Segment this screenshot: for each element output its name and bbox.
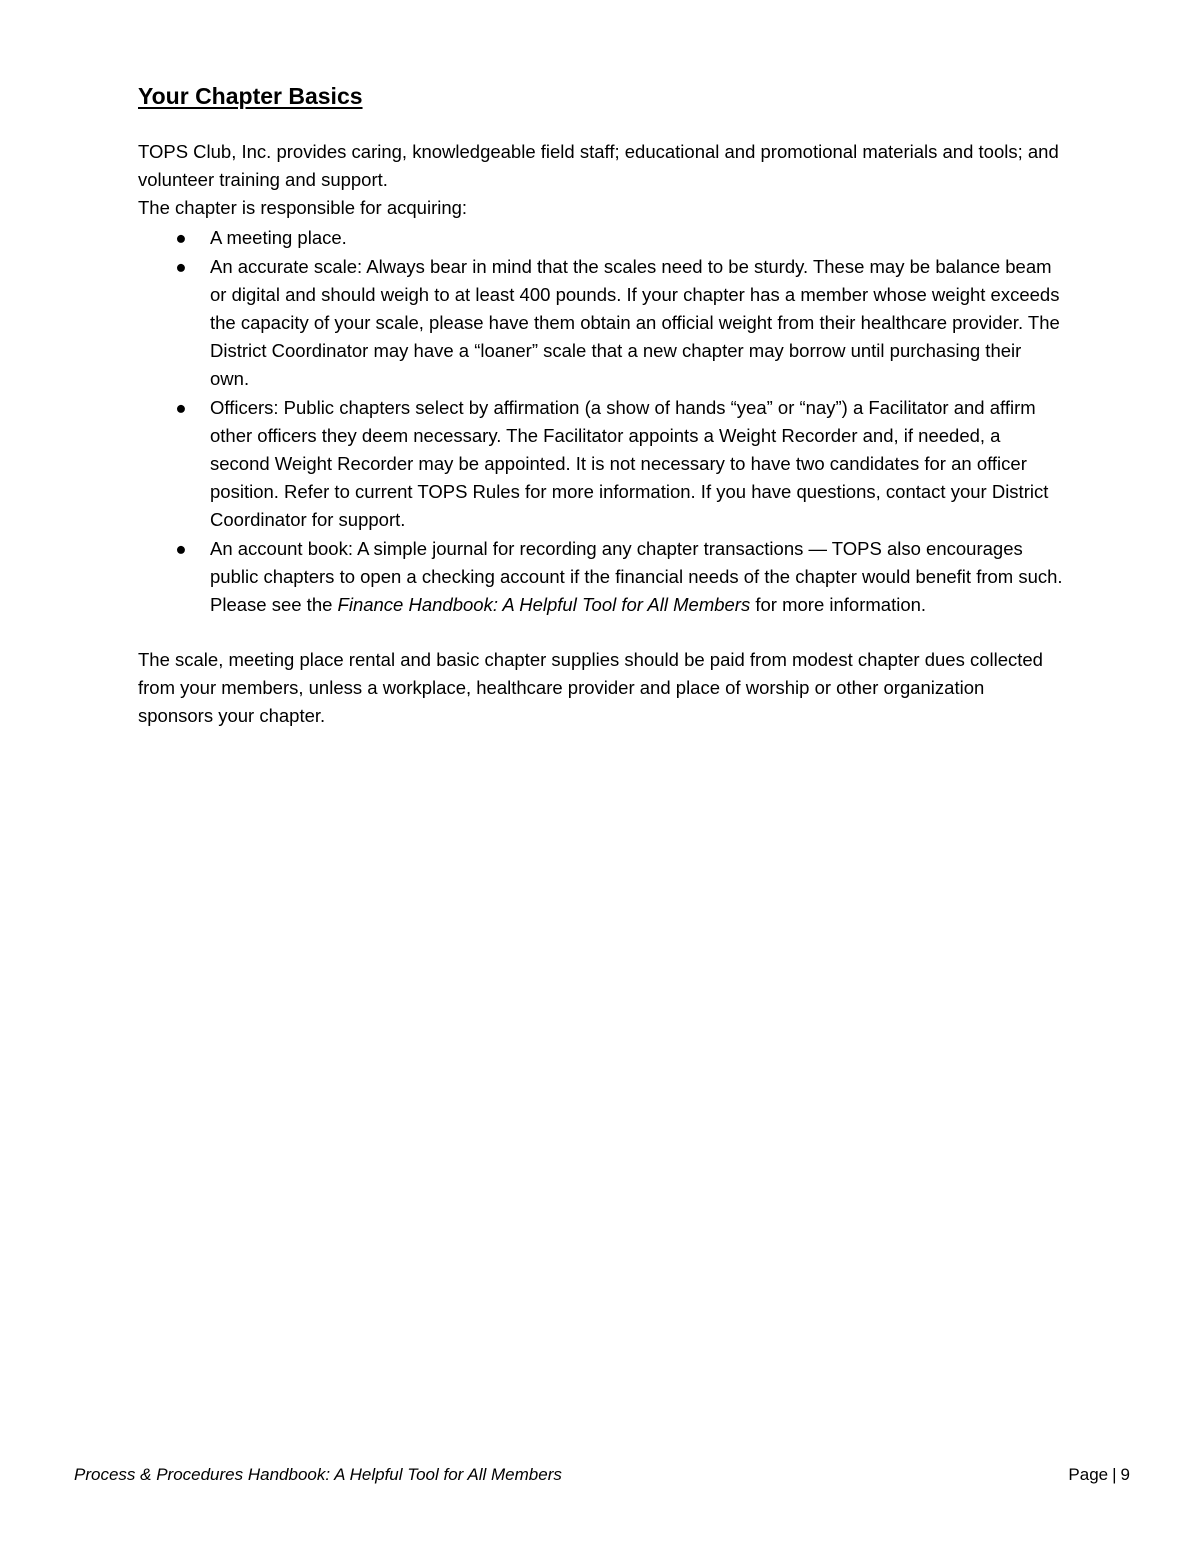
page-separator: | (1112, 1465, 1117, 1484)
intro-paragraph: TOPS Club, Inc. provides caring, knowledgeable field staff; educational and promotional materials and tools; and volunteer training and support. (138, 141, 1059, 190)
list-item-text: Officers: Public chapters select by affirmation (a show of hands “yea” or “nay”) a Facilitator and affirm other officers they deem necessary. The Facilitator appoints a Weight Recorder and, if needed, a second Weight Recorder may be appointed. It is not necessary to have two candidates for an officer position. Refer to current TOPS Rules for more information. If you have questions, contact your District Coordinator for support. (210, 397, 1049, 530)
list-item (138, 224, 1063, 252)
list-item-text-before: An account book: A simple journal for recording any chapter transactions — TOPS also encourages public chapters to open a checking account if the financial needs of the chapter would benefit from such. Please see the (210, 538, 1063, 615)
requirements-list (138, 224, 1063, 619)
bullet-dot-icon: ● (175, 538, 187, 559)
closing-paragraph: The scale, meeting place rental and basic chapter supplies should be paid from modest chapter dues collected from your members, unless a workplace, healthcare provider and place of worship or other organization sponsors your chapter. (138, 649, 1043, 726)
footer-document-title: Process & Procedures Handbook: A Helpful Tool for All Members (74, 1465, 562, 1484)
page-number: 9 (1120, 1465, 1130, 1484)
bullet-dot-icon: ● (175, 397, 187, 418)
intro-lead-in: The chapter is responsible for acquiring: (138, 197, 468, 218)
page-number-block (1068, 1463, 1130, 1487)
page-content (138, 80, 1063, 730)
page-footer (74, 1463, 1130, 1487)
list-item (138, 394, 1063, 534)
list-item-text: An accurate scale: Always bear in mind that the scales need to be sturdy. These may be balance beam or digital and should weigh to at least 400 pounds. If your chapter has a member whose weight exceeds the capacity of your scale, please have them obtain an official weight from their healthcare provider. The District Coordinator may have a “loaner” scale that a new chapter may borrow until purchasing their own. (210, 256, 1060, 389)
list-item-text: A meeting place. (210, 227, 347, 248)
page-title: Your Chapter Basics (138, 83, 363, 109)
list-item (138, 253, 1063, 393)
finance-handbook-title: Finance Handbook: A Helpful Tool for All Members (337, 594, 751, 615)
list-item (138, 535, 1063, 619)
bullet-dot-icon: ● (175, 227, 187, 248)
list-item-text-after: for more information. (750, 594, 927, 615)
bullet-dot-icon: ● (175, 256, 187, 277)
page-label: Page (1068, 1465, 1109, 1484)
